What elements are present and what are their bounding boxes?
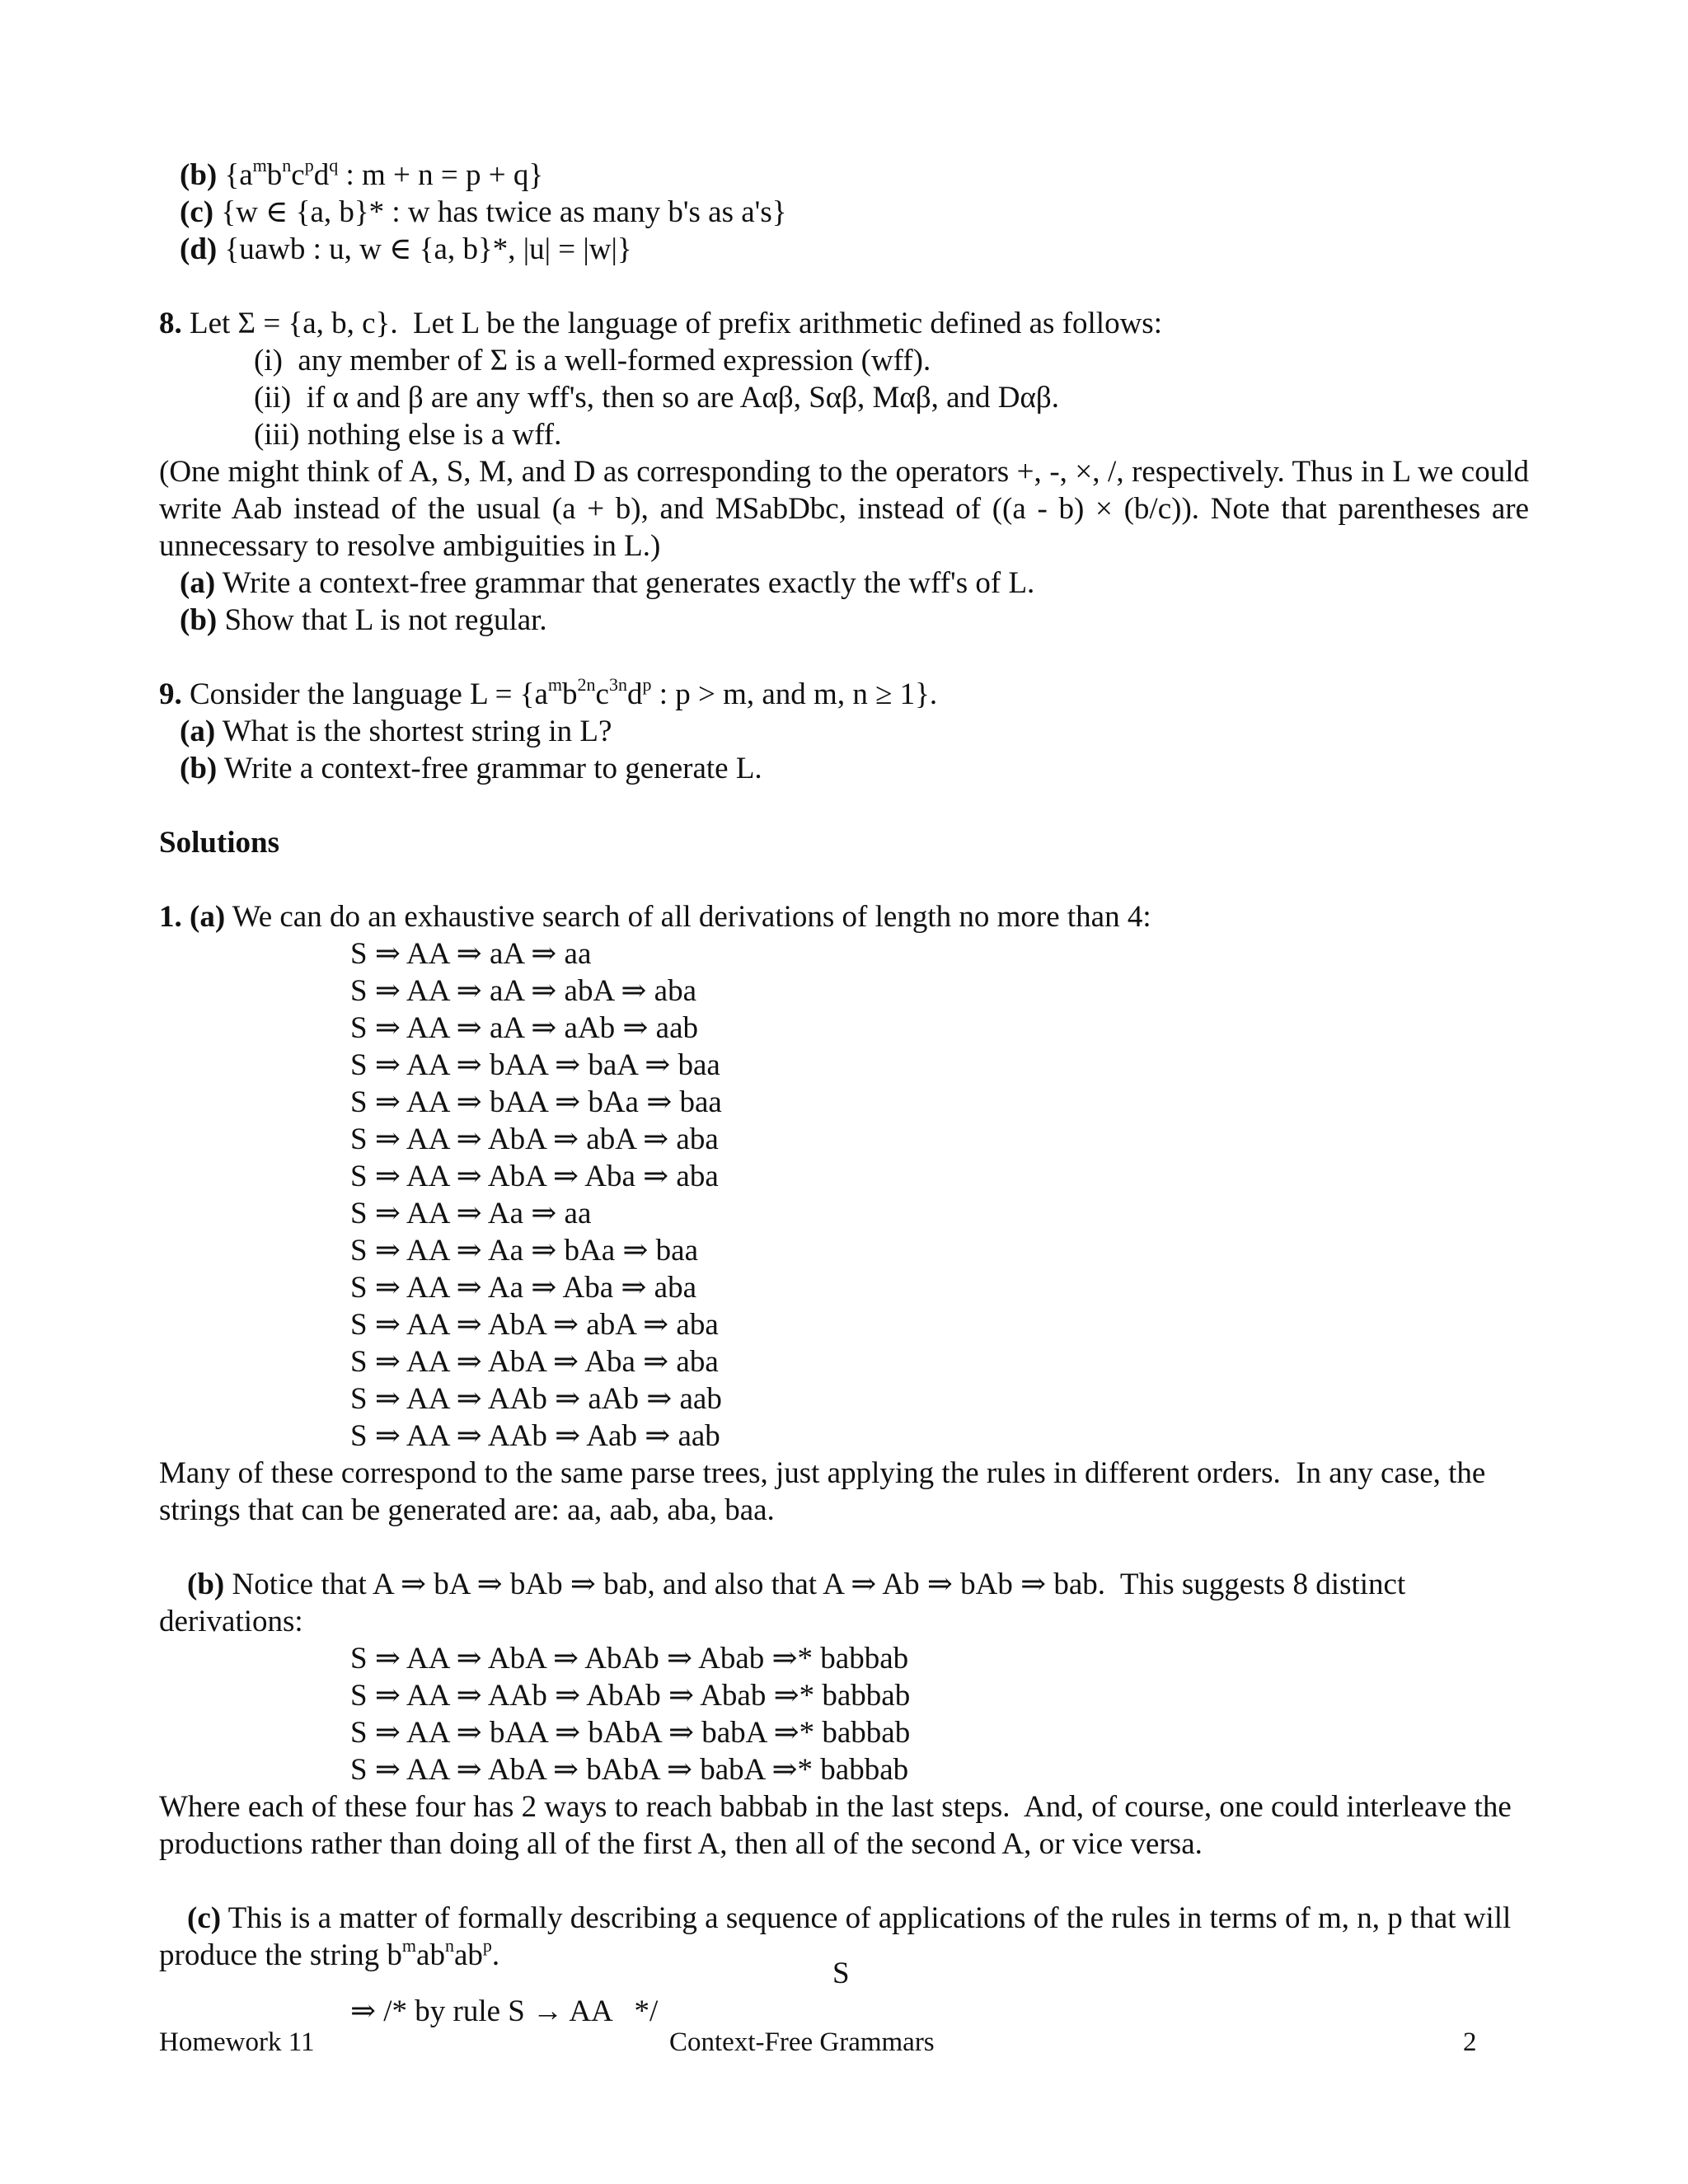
q8-item-1: (i) any member of Σ is a well-formed expression (wff).	[254, 344, 931, 377]
s1a-conclusion: Many of these correspond to the same parse trees, just applying the rules in different orders. In any case, the	[159, 1456, 1486, 1490]
q9-intro: 9. Consider the language $L = \{a^mb^{2n}c^{3n}d^p$ : p > m, and m, n ≥ 1}.	[159, 674, 938, 711]
q8-item-2: (ii) if α and β are any wff's, then so are Aαβ, Sαβ, Mαβ, and Dαβ.	[254, 381, 1059, 415]
q8-intro: 8. Let Σ = {a, b, c}. Let L be the language of prefix arithmetic defined as follows:	[159, 307, 1162, 340]
s1b-intro-cont: derivations:	[159, 1605, 303, 1638]
derivation-line: S ⇒ AA ⇒ AbA ⇒ Aba ⇒ aba	[350, 1345, 719, 1379]
page-number: 2	[1463, 2027, 1477, 2057]
derivation-line: S ⇒ AA ⇒ aA ⇒ aAb ⇒ aab	[350, 1011, 699, 1045]
derivation-line: S ⇒ AA ⇒ AAb ⇒ AbAb ⇒ Abab ⇒* babbab	[350, 1679, 911, 1713]
q8-item-3: (iii) nothing else is a wff.	[254, 418, 562, 452]
footer-left: Homework 11	[159, 2027, 315, 2057]
derivation-line: S ⇒ AA ⇒ bAA ⇒ bAa ⇒ baa	[350, 1085, 722, 1119]
q7d-line: (d) {uawb : u, w ∈ {a, b}*, |u| = |w|}	[180, 232, 632, 266]
s1c-intro-cont: produce the string $b^mab^nab^p$.	[159, 1935, 500, 1972]
derivation-step: ⇒ /* by rule S → AA */	[350, 1994, 659, 2028]
q8-para-line: (One might think of A, S, M, and D as corresponding to the operators +, -, ×, /, respectively. Thus in L we could	[159, 455, 1529, 489]
derivation-line: S ⇒ AA ⇒ Aa ⇒ bAa ⇒ baa	[350, 1234, 699, 1268]
q9b-line: (b) Write a context-free grammar to generate L.	[180, 752, 762, 785]
derivation-line: S ⇒ AA ⇒ AbA ⇒ Aba ⇒ aba	[350, 1160, 719, 1193]
q8a-line: (a) Write a context-free grammar that generates exactly the wff's of L.	[180, 566, 1035, 600]
derivation-line: S ⇒ AA ⇒ AbA ⇒ AbAb ⇒ Abab ⇒* babbab	[350, 1642, 909, 1675]
q8b-line: (b) Show that L is not regular.	[180, 603, 547, 637]
q7b-line: (b) {$a^mb^nc^pd^q$ : m + n = p + q}	[180, 155, 544, 192]
q7c-line: (c) {w ∈ {a, b}* : w has twice as many b's as a's}	[180, 195, 787, 229]
s1b-intro: (b) Notice that A ⇒ bA ⇒ bAb ⇒ bab, and also that A ⇒ Ab ⇒ bAb ⇒ bab. This suggests 8 distinct	[187, 1568, 1406, 1601]
derivation-line: S ⇒ AA ⇒ Aa ⇒ Aba ⇒ aba	[350, 1271, 696, 1305]
derivation-line: S ⇒ AA ⇒ AAb ⇒ Aab ⇒ aab	[350, 1419, 720, 1453]
s1b-conclusion: productions rather than doing all of the first A, then all of the second A, or vice versa.	[159, 1827, 1203, 1861]
s1b-conclusion: Where each of these four has 2 ways to reach babbab in the last steps. And, of course, one could interleave the	[159, 1790, 1512, 1824]
derivation-line: S ⇒ AA ⇒ AbA ⇒ abA ⇒ aba	[350, 1308, 719, 1342]
derivation-line: S ⇒ AA ⇒ aA ⇒ aa	[350, 937, 592, 971]
derivation-line: S ⇒ AA ⇒ Aa ⇒ aa	[350, 1197, 592, 1230]
derivation-line: S ⇒ AA ⇒ AbA ⇒ abA ⇒ aba	[350, 1122, 719, 1156]
q8-para-line: unnecessary to resolve ambiguities in L.)	[159, 529, 661, 563]
q9a-line: (a) What is the shortest string in L?	[180, 715, 612, 748]
derivation-line: S ⇒ AA ⇒ AbA ⇒ bAbA ⇒ babA ⇒* babbab	[350, 1753, 909, 1787]
footer-center: Context-Free Grammars	[669, 2027, 935, 2057]
s1a-conclusion: strings that can be generated are: aa, aab, aba, baa.	[159, 1493, 775, 1527]
solutions-heading: Solutions	[159, 826, 280, 860]
s1a-intro: 1. (a) We can do an exhaustive search of all derivations of length no more than 4:	[159, 900, 1151, 934]
derivation-line: S ⇒ AA ⇒ AAb ⇒ aAb ⇒ aab	[350, 1382, 722, 1416]
q8-para-line: write Aab instead of the usual (a + b), and MSabDbc, instead of ((a - b) × (b/c)). Note that parentheses are	[159, 492, 1529, 526]
derivation-line: S ⇒ AA ⇒ aA ⇒ abA ⇒ aba	[350, 974, 696, 1008]
start-symbol: S	[832, 1957, 850, 1990]
derivation-line: S ⇒ AA ⇒ bAA ⇒ baA ⇒ baa	[350, 1048, 720, 1082]
s1c-intro: (c) This is a matter of formally describing a sequence of applications of the rules in terms of m, n, p that will	[187, 1901, 1512, 1935]
derivation-line: S ⇒ AA ⇒ bAA ⇒ bAbA ⇒ babA ⇒* babbab	[350, 1716, 911, 1750]
